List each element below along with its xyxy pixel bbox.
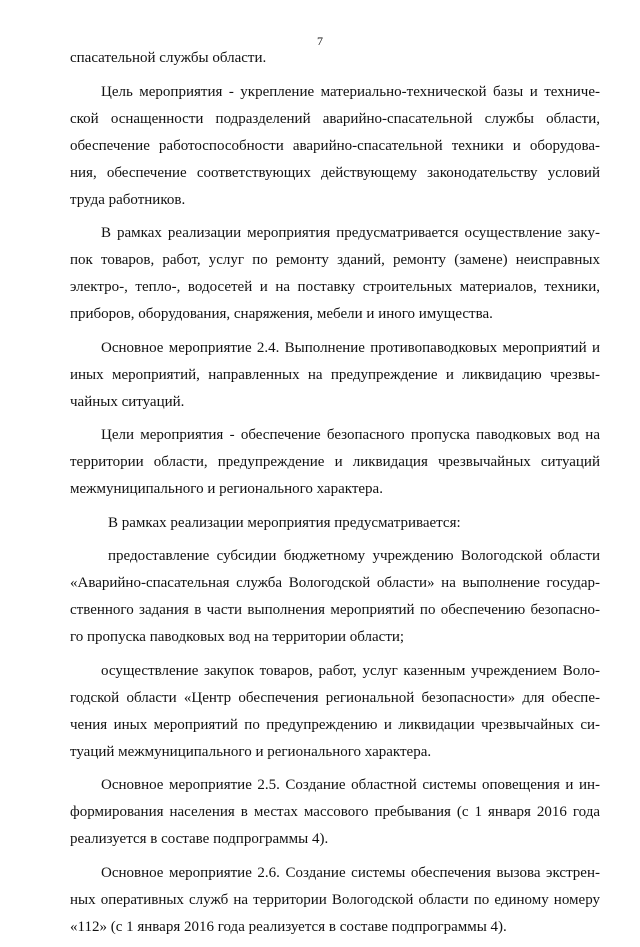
text-line-content: реализуется в составе подпрограммы 4). [70, 831, 329, 847]
paragraph [70, 543, 600, 651]
text-line [70, 887, 600, 914]
text-line-content: приборов, оборудования, снаряжения, мебели и иного имущества. [70, 306, 493, 322]
text-line-content: В рамках реализации мероприятия предусматривается: [108, 514, 461, 531]
text-line [70, 247, 600, 274]
paragraph [70, 335, 600, 416]
text-line [70, 860, 600, 887]
text-line-content: Цели мероприятия - обеспечение безопасного пропуска паводковых вод на [101, 427, 600, 443]
text-line [70, 685, 600, 712]
paragraph [70, 510, 600, 537]
text-line [70, 362, 600, 389]
document-body [70, 45, 600, 947]
text-line [70, 274, 600, 301]
text-line [70, 389, 600, 416]
text-line [70, 45, 600, 72]
text-line-content: чения иных мероприятий по предупреждению и ликвидации чрезвычайных си- [70, 716, 600, 733]
text-line-content: обеспечение работоспособности аварийно-спасательной техники и оборудова- [70, 137, 600, 154]
page-number: 7 [317, 34, 323, 48]
text-line-content: годской области «Центр обеспечения региональной безопасности» для обеспе- [70, 689, 600, 706]
paragraph [70, 220, 600, 328]
text-line-content: «Аварийно-спасательная служба Вологодской области» на выполнение государ- [70, 575, 600, 591]
paragraph [70, 658, 600, 766]
text-line-content: пок товаров, работ, услуг по ремонту зданий, ремонту (замене) неисправных [70, 252, 600, 268]
text-line [70, 739, 600, 766]
paragraph [70, 422, 600, 503]
text-line [70, 658, 600, 685]
text-line [70, 335, 600, 362]
text-line-content: спасательной службы области. [70, 50, 267, 66]
text-line-content: территории области, предупреждение и ликвидация чрезвычайных ситуаций [70, 454, 600, 470]
text-line-content: труда работников. [70, 191, 186, 208]
paragraph [70, 79, 600, 214]
text-line [70, 597, 600, 624]
text-line-content: ственного задания в части выполнения мероприятий по обеспечению безопасно- [70, 602, 600, 618]
text-line [70, 624, 600, 651]
paragraph [70, 45, 600, 72]
text-line-content: электро-, тепло-, водосетей и на поставку строительных материалов, техники, [70, 279, 600, 295]
text-line-content: «112» (с 1 января 2016 года реализуется в составе подпрограммы 4). [70, 918, 507, 935]
text-line-content: го пропуска паводковых вод на территории области; [70, 629, 405, 645]
text-line [70, 712, 600, 739]
text-line [70, 422, 600, 449]
text-line-content: ской оснащенности подразделений аварийно-спасательной службы области, [70, 110, 600, 127]
text-line [70, 133, 600, 160]
text-line [70, 570, 600, 597]
text-line [70, 510, 600, 537]
text-line-content: иных мероприятий, направленных на предупреждение и ликвидацию чрезвы- [70, 366, 600, 383]
text-line [70, 772, 600, 799]
text-line [70, 543, 600, 570]
text-line [70, 914, 600, 941]
text-line-content: ных оперативных служб на территории Вологодской области по единому номеру [70, 891, 600, 908]
text-line [70, 220, 600, 247]
text-line [70, 799, 600, 826]
text-line [70, 449, 600, 476]
text-line [70, 826, 600, 853]
text-line-content: Цель мероприятия - укрепление материально-технической базы и техниче- [101, 83, 600, 100]
text-line [70, 160, 600, 187]
text-line-content: туаций межмуниципального и регионального характера. [70, 743, 432, 760]
text-line [70, 187, 600, 214]
text-line-content: Основное мероприятие 2.5. Создание областной системы оповещения и ин- [101, 777, 600, 793]
text-line-content: ния, обеспечение соответствующих действующему законодательству условий [70, 164, 600, 181]
paragraph [70, 860, 600, 941]
text-line [70, 476, 600, 503]
text-line [70, 106, 600, 133]
text-line-content: предоставление субсидии бюджетному учреждению Вологодской области [108, 548, 600, 564]
text-line-content: чайных ситуаций. [70, 393, 185, 410]
text-line-content: межмуниципального и регионального характера. [70, 481, 383, 497]
text-line-content: осуществление закупок товаров, работ, услуг казенным учреждением Воло- [101, 662, 600, 679]
text-line [70, 79, 600, 106]
text-line-content: формирования населения в местах массового пребывания (с 1 января 2016 года [70, 804, 600, 820]
text-line-content: В рамках реализации мероприятия предусматривается осуществление заку- [101, 225, 600, 241]
text-line [70, 301, 600, 328]
paragraph [70, 772, 600, 853]
text-line-content: Основное мероприятие 2.4. Выполнение противопаводковых мероприятий и [101, 339, 600, 356]
text-line-content: Основное мероприятие 2.6. Создание системы обеспечения вызова экстрен- [101, 864, 600, 881]
